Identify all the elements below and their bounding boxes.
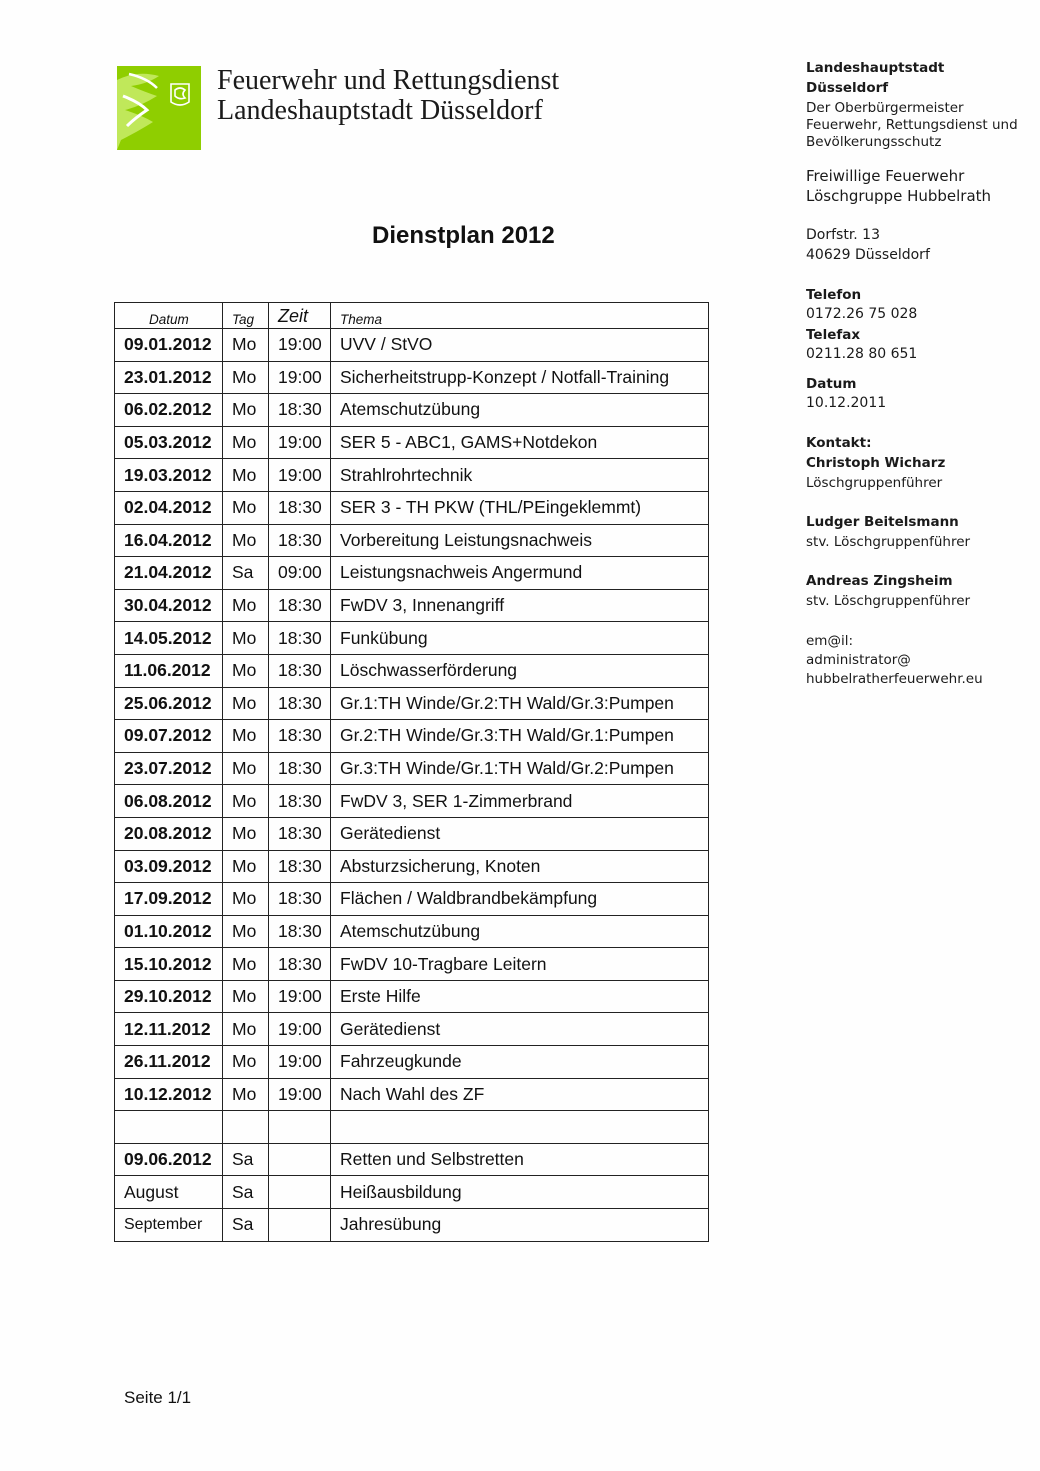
cell-time — [269, 1143, 331, 1176]
contact1-role: Löschgruppenführer — [806, 475, 943, 491]
cell-topic: Leistungsnachweis Angermund — [331, 557, 709, 590]
cell-date: 05.03.2012 — [115, 426, 223, 459]
unit-line1: Freiwillige Feuerwehr — [806, 167, 965, 185]
cell-day: Sa — [223, 1143, 269, 1176]
mayor-line: Der Oberbürgermeister — [806, 100, 964, 116]
table-row — [115, 980, 709, 1013]
cell-day: Mo — [223, 1078, 269, 1111]
cell-time: 18:30 — [269, 491, 331, 524]
cell-date: 20.08.2012 — [115, 817, 223, 850]
cell-date: 02.04.2012 — [115, 491, 223, 524]
cell-day: Mo — [223, 491, 269, 524]
cell-date: 23.01.2012 — [115, 361, 223, 394]
cell-time: 18:30 — [269, 720, 331, 753]
cell-day: Mo — [223, 329, 269, 362]
cell-day: Mo — [223, 654, 269, 687]
table-row — [115, 752, 709, 785]
org-title-line1: Feuerwehr und Rettungsdienst — [217, 65, 560, 96]
cell-date: 09.06.2012 — [115, 1143, 223, 1176]
fax-label: Telefax — [806, 327, 861, 343]
cell-date: 11.06.2012 — [115, 654, 223, 687]
table-row — [115, 524, 709, 557]
table-row — [115, 1209, 709, 1242]
table-row — [115, 1176, 709, 1209]
cell-day: Mo — [223, 426, 269, 459]
cell-day: Mo — [223, 1046, 269, 1079]
cell-date: 06.08.2012 — [115, 785, 223, 818]
table-row — [115, 850, 709, 883]
table-row — [115, 1143, 709, 1176]
cell-topic: SER 5 - ABC1, GAMS+Notdekon — [331, 426, 709, 459]
org-title-line2: Landeshauptstadt Düsseldorf — [217, 95, 543, 126]
cell-time: 19:00 — [269, 980, 331, 1013]
cell-topic: Gerätedienst — [331, 1013, 709, 1046]
fire-department-logo — [117, 66, 201, 150]
table-row — [115, 1013, 709, 1046]
cell-date: 16.04.2012 — [115, 524, 223, 557]
cell-time: 18:30 — [269, 883, 331, 916]
cell-topic: Jahresübung — [331, 1209, 709, 1242]
city-line2: Düsseldorf — [806, 80, 889, 96]
cell-date: 15.10.2012 — [115, 948, 223, 981]
cell-time — [269, 1111, 331, 1144]
cell-time: 19:00 — [269, 1078, 331, 1111]
date-label: Datum — [806, 376, 857, 392]
cell-day: Sa — [223, 557, 269, 590]
header-thema: Thema — [331, 303, 709, 329]
cell-day: Mo — [223, 752, 269, 785]
cell-topic: Heißausbildung — [331, 1176, 709, 1209]
cell-date: 23.07.2012 — [115, 752, 223, 785]
cell-time: 19:00 — [269, 1013, 331, 1046]
cell-topic: Fahrzeugkunde — [331, 1046, 709, 1079]
schedule-table — [114, 302, 709, 1242]
cell-time: 19:00 — [269, 1046, 331, 1079]
cell-date: 25.06.2012 — [115, 687, 223, 720]
cell-topic: FwDV 3, SER 1-Zimmerbrand — [331, 785, 709, 818]
cell-time: 19:00 — [269, 329, 331, 362]
cell-topic: Absturzsicherung, Knoten — [331, 850, 709, 883]
cell-time: 18:30 — [269, 589, 331, 622]
table-row — [115, 1111, 709, 1144]
cell-time: 18:30 — [269, 915, 331, 948]
cell-time: 09:00 — [269, 557, 331, 590]
cell-topic: Löschwasserförderung — [331, 654, 709, 687]
cell-time: 19:00 — [269, 426, 331, 459]
cell-time: 18:30 — [269, 752, 331, 785]
cell-topic: Atemschutzübung — [331, 394, 709, 427]
cell-topic: Funkübung — [331, 622, 709, 655]
cell-topic: Nach Wahl des ZF — [331, 1078, 709, 1111]
cell-date — [115, 1111, 223, 1144]
cell-topic: SER 3 - TH PKW (THL/PEingeklemmt) — [331, 491, 709, 524]
contact2-name: Ludger Beitelsmann — [806, 514, 959, 530]
street-address: Dorfstr. 13 — [806, 227, 880, 243]
table-row — [115, 361, 709, 394]
table-header-row — [115, 303, 709, 329]
table-row — [115, 883, 709, 916]
cell-time: 18:30 — [269, 394, 331, 427]
cell-topic: FwDV 10-Tragbare Leitern — [331, 948, 709, 981]
cell-date: 17.09.2012 — [115, 883, 223, 916]
cell-date: 09.07.2012 — [115, 720, 223, 753]
cell-time — [269, 1176, 331, 1209]
contact2-role: stv. Löschgruppenführer — [806, 534, 971, 550]
email-label: em@il: — [806, 633, 854, 649]
cell-time: 19:00 — [269, 361, 331, 394]
fax-number: 0211.28 80 651 — [806, 346, 918, 362]
cell-topic: FwDV 3, Innenangriff — [331, 589, 709, 622]
cell-date: 26.11.2012 — [115, 1046, 223, 1079]
cell-day: Sa — [223, 1176, 269, 1209]
cell-topic: Sicherheitstrupp-Konzept / Notfall-Training — [331, 361, 709, 394]
cell-date: 12.11.2012 — [115, 1013, 223, 1046]
document-title: Dienstplan 2012 — [372, 222, 555, 249]
header-datum: Datum — [115, 303, 223, 329]
cell-day: Mo — [223, 394, 269, 427]
table-row — [115, 720, 709, 753]
cell-day: Mo — [223, 948, 269, 981]
table-row — [115, 394, 709, 427]
city-line1: Landeshauptstadt — [806, 60, 945, 76]
cell-day: Mo — [223, 850, 269, 883]
cell-topic: Vorbereitung Leistungsnachweis — [331, 524, 709, 557]
table-row — [115, 948, 709, 981]
header-zeit: Zeit — [269, 303, 331, 329]
cell-day: Mo — [223, 524, 269, 557]
department-line2: Bevölkerungsschutz — [806, 134, 942, 150]
cell-day: Sa — [223, 1209, 269, 1242]
department-line1: Feuerwehr, Rettungsdienst und — [806, 117, 1018, 133]
contact-label: Kontakt: — [806, 435, 872, 451]
cell-day: Mo — [223, 687, 269, 720]
cell-day: Mo — [223, 361, 269, 394]
phone-number: 0172.26 75 028 — [806, 306, 918, 322]
cell-time — [269, 1209, 331, 1242]
cell-topic: Retten und Selbstretten — [331, 1143, 709, 1176]
cell-time: 18:30 — [269, 687, 331, 720]
cell-topic: Erste Hilfe — [331, 980, 709, 1013]
cell-date: 21.04.2012 — [115, 557, 223, 590]
table-row — [115, 687, 709, 720]
table-row — [115, 817, 709, 850]
unit-line2: Löschgruppe Hubbelrath — [806, 187, 992, 205]
date-value: 10.12.2011 — [806, 395, 887, 411]
cell-day: Mo — [223, 883, 269, 916]
contact3-role: stv. Löschgruppenführer — [806, 593, 971, 609]
cell-topic: Flächen / Waldbrandbekämpfung — [331, 883, 709, 916]
cell-day: Mo — [223, 785, 269, 818]
table-row — [115, 1078, 709, 1111]
page-number: Seite 1/1 — [124, 1388, 192, 1407]
table-row — [115, 329, 709, 362]
cell-date: 01.10.2012 — [115, 915, 223, 948]
table-row — [115, 557, 709, 590]
table-row — [115, 915, 709, 948]
cell-time: 18:30 — [269, 850, 331, 883]
cell-day: Mo — [223, 589, 269, 622]
cell-day: Mo — [223, 459, 269, 492]
cell-topic: Strahlrohrtechnik — [331, 459, 709, 492]
email-line2: hubbelratherfeuerwehr.eu — [806, 671, 983, 687]
cell-time: 19:00 — [269, 459, 331, 492]
cell-date: 30.04.2012 — [115, 589, 223, 622]
cell-date: September — [115, 1209, 223, 1242]
cell-date: 06.02.2012 — [115, 394, 223, 427]
phone-label: Telefon — [806, 287, 862, 303]
cell-day: Mo — [223, 817, 269, 850]
email-line1: administrator@ — [806, 652, 911, 668]
table-row — [115, 654, 709, 687]
header-tag: Tag — [223, 303, 269, 329]
cell-day: Mo — [223, 622, 269, 655]
cell-time: 18:30 — [269, 622, 331, 655]
table-row — [115, 459, 709, 492]
cell-date: August — [115, 1176, 223, 1209]
table-row — [115, 1046, 709, 1079]
table-row — [115, 622, 709, 655]
cell-day: Mo — [223, 720, 269, 753]
cell-time: 18:30 — [269, 524, 331, 557]
table-row — [115, 589, 709, 622]
cell-topic: Atemschutzübung — [331, 915, 709, 948]
cell-topic: Gerätedienst — [331, 817, 709, 850]
cell-day: Mo — [223, 915, 269, 948]
cell-date: 09.01.2012 — [115, 329, 223, 362]
cell-time: 18:30 — [269, 817, 331, 850]
cell-day: Mo — [223, 1013, 269, 1046]
cell-day — [223, 1111, 269, 1144]
cell-time: 18:30 — [269, 654, 331, 687]
cell-day: Mo — [223, 980, 269, 1013]
cell-date: 14.05.2012 — [115, 622, 223, 655]
cell-topic — [331, 1111, 709, 1144]
cell-date: 29.10.2012 — [115, 980, 223, 1013]
cell-date: 03.09.2012 — [115, 850, 223, 883]
cell-date: 10.12.2012 — [115, 1078, 223, 1111]
cell-topic: UVV / StVO — [331, 329, 709, 362]
cell-time: 18:30 — [269, 948, 331, 981]
cell-topic: Gr.2:TH Winde/Gr.3:TH Wald/Gr.1:Pumpen — [331, 720, 709, 753]
cell-topic: Gr.3:TH Winde/Gr.1:TH Wald/Gr.2:Pumpen — [331, 752, 709, 785]
cell-topic: Gr.1:TH Winde/Gr.2:TH Wald/Gr.3:Pumpen — [331, 687, 709, 720]
contact1-name: Christoph Wicharz — [806, 455, 946, 471]
table-row — [115, 491, 709, 524]
table-row — [115, 785, 709, 818]
organization-title — [217, 66, 559, 126]
cell-time: 18:30 — [269, 785, 331, 818]
contact3-name: Andreas Zingsheim — [806, 573, 953, 589]
city-zip: 40629 Düsseldorf — [806, 247, 930, 263]
cell-date: 19.03.2012 — [115, 459, 223, 492]
table-row — [115, 426, 709, 459]
